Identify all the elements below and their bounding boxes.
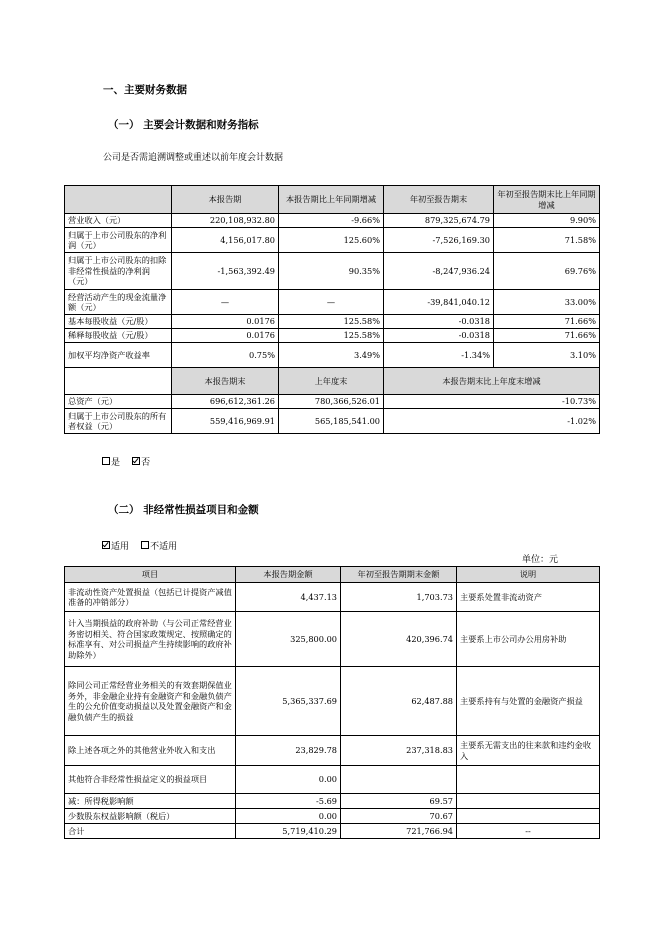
checkbox-unchecked-icon[interactable] xyxy=(141,541,149,549)
cell: 780,366,526.01 xyxy=(279,395,384,409)
cell: 3.49% xyxy=(279,343,384,368)
cell: 125.60% xyxy=(279,228,384,253)
table-row xyxy=(65,736,600,766)
applicability-options xyxy=(102,534,184,553)
row-label: 基本每股收益（元/股） xyxy=(65,315,172,329)
cell: 559,416,969.91 xyxy=(172,409,279,434)
cell: -39,841,040.12 xyxy=(384,290,494,315)
option-applicable-label: 适用 xyxy=(111,541,130,552)
row-label: 除同公司正常经营业务相关的有效套期保值业务外，非金融企业持有金融资产和金融负债产生的公允价值变动损益以及处置金融资产和金融负债产生的损益 xyxy=(65,667,236,736)
cell: — xyxy=(172,290,279,315)
table2-header: 年初至报告期期末金额 xyxy=(341,567,457,583)
cell xyxy=(457,809,600,824)
cell: 5,365,337.69 xyxy=(236,667,341,736)
row-label: 计入当期损益的政府补助（与公司正常经营业务密切相关、符合国家政策规定、按照确定的标准享有、对公司损益产生持续影响的政府补助除外） xyxy=(65,612,236,667)
row-label: 合计 xyxy=(65,824,236,839)
cell xyxy=(341,766,457,794)
non-recurring-items-table xyxy=(64,566,600,839)
table1-header-blank xyxy=(65,186,172,214)
option-not-applicable[interactable] xyxy=(141,539,177,552)
table-row xyxy=(65,583,600,612)
row-label: 总资产（元） xyxy=(65,395,172,409)
cell: -9.66% xyxy=(279,214,384,228)
cell: 4,156,017.80 xyxy=(172,228,279,253)
restatement-question: 公司是否需追溯调整或重述以前年度会计数据 xyxy=(103,153,284,163)
cell: 70.67 xyxy=(341,809,457,824)
option-yes[interactable] xyxy=(102,455,120,468)
checkbox-checked-icon[interactable] xyxy=(102,541,110,549)
table1-header: 年初至报告期末比上年同期增减 xyxy=(494,186,600,214)
cell: 33.00% xyxy=(494,290,600,315)
table-row xyxy=(65,409,600,434)
cell: -1,563,392.49 xyxy=(172,253,279,290)
row-label: 除上述各项之外的其他营业外收入和支出 xyxy=(65,736,236,766)
cell: 4,437.13 xyxy=(236,583,341,612)
table-row xyxy=(65,214,600,228)
cell: -0.0318 xyxy=(384,329,494,343)
restatement-options xyxy=(102,450,157,469)
cell: 3.10% xyxy=(494,343,600,368)
table-row xyxy=(65,253,600,290)
cell xyxy=(457,794,600,809)
cell: 237,318.83 xyxy=(341,736,457,766)
table-row xyxy=(65,343,600,368)
cell: 0.0176 xyxy=(172,329,279,343)
table1-header-row-2 xyxy=(65,368,600,395)
cell xyxy=(457,766,600,794)
table1-header-blank xyxy=(65,368,172,395)
table-row xyxy=(65,290,600,315)
option-applicable[interactable] xyxy=(102,539,129,552)
financial-data-table xyxy=(64,185,600,434)
checkbox-unchecked-icon[interactable] xyxy=(102,457,110,465)
table1-header: 上年度末 xyxy=(279,368,384,395)
table1-header-row xyxy=(65,186,600,214)
cell: 565,185,541.00 xyxy=(279,409,384,434)
table-row xyxy=(65,667,600,736)
table-row-total xyxy=(65,824,600,839)
cell: 主要系持有与处置的金融资产损益 xyxy=(457,667,600,736)
table2-header-row xyxy=(65,567,600,583)
row-label: 少数股东权益影响额（税后） xyxy=(65,809,236,824)
cell: 主要系无需支出的往来款和违约金收入 xyxy=(457,736,600,766)
table1-header: 本报告期末 xyxy=(172,368,279,395)
cell: -- xyxy=(457,824,600,839)
cell: 主要系处置非流动资产 xyxy=(457,583,600,612)
cell: -0.0318 xyxy=(384,315,494,329)
table-row xyxy=(65,612,600,667)
cell: 420,396.74 xyxy=(341,612,457,667)
table-row xyxy=(65,228,600,253)
cell: 71.58% xyxy=(494,228,600,253)
cell: 0.0176 xyxy=(172,315,279,329)
table1-header: 本报告期末比上年度末增减 xyxy=(384,368,600,395)
cell: 325,800.00 xyxy=(236,612,341,667)
row-label: 归属于上市公司股东的所有者权益（元） xyxy=(65,409,172,434)
row-label: 加权平均净资产收益率 xyxy=(65,343,172,368)
row-label: 经营活动产生的现金流量净额（元） xyxy=(65,290,172,315)
section-title: 一、主要财务数据 xyxy=(103,84,187,96)
table-row xyxy=(65,395,600,409)
row-label: 其他符合非经常性损益定义的损益项目 xyxy=(65,766,236,794)
cell: 0.75% xyxy=(172,343,279,368)
cell: -7,526,169.30 xyxy=(384,228,494,253)
cell: -8,247,936.24 xyxy=(384,253,494,290)
cell: -1.02% xyxy=(384,409,600,434)
cell: 69.57 xyxy=(341,794,457,809)
table-row xyxy=(65,329,600,343)
table-row xyxy=(65,315,600,329)
table1-header: 年初至报告期末 xyxy=(384,186,494,214)
cell: 879,325,674.79 xyxy=(384,214,494,228)
option-no-label: 否 xyxy=(141,457,151,468)
cell: 9.90% xyxy=(494,214,600,228)
cell: 1,703.73 xyxy=(341,583,457,612)
cell: 721,766.94 xyxy=(341,824,457,839)
cell: 125.58% xyxy=(279,329,384,343)
cell: 0.00 xyxy=(236,809,341,824)
cell: 0.00 xyxy=(236,766,341,794)
subsection-title-1: （一） 主要会计数据和财务指标 xyxy=(108,119,259,131)
cell: -1.34% xyxy=(384,343,494,368)
option-no[interactable] xyxy=(132,455,150,468)
cell: 23,829.78 xyxy=(236,736,341,766)
cell: 125.58% xyxy=(279,315,384,329)
cell: 62,487.88 xyxy=(341,667,457,736)
cell: 5,719,410.29 xyxy=(236,824,341,839)
cell: 90.35% xyxy=(279,253,384,290)
checkbox-checked-icon[interactable] xyxy=(132,457,140,465)
option-yes-label: 是 xyxy=(111,457,121,468)
table2-header: 项目 xyxy=(65,567,236,583)
table1-header: 本报告期 xyxy=(172,186,279,214)
subsection-title-2: （二） 非经常性损益项目和金额 xyxy=(108,504,259,516)
table-row xyxy=(65,766,600,794)
option-not-applicable-label: 不适用 xyxy=(150,541,178,552)
table-row xyxy=(65,794,600,809)
cell: 71.66% xyxy=(494,315,600,329)
cell: — xyxy=(279,290,384,315)
table2-header: 说明 xyxy=(457,567,600,583)
cell: -10.73% xyxy=(384,395,600,409)
cell: -5.69 xyxy=(236,794,341,809)
row-label: 稀释每股收益（元/股） xyxy=(65,329,172,343)
row-label: 非流动性资产处置损益（包括已计提资产减值准备的冲销部分） xyxy=(65,583,236,612)
cell: 69.76% xyxy=(494,253,600,290)
table1-header: 本报告期比上年同期增减 xyxy=(279,186,384,214)
row-label: 归属于上市公司股东的净利润（元） xyxy=(65,228,172,253)
cell: 696,612,361.26 xyxy=(172,395,279,409)
unit-label: 单位：元 xyxy=(522,555,559,565)
row-label: 营业收入（元） xyxy=(65,214,172,228)
table2-header: 本报告期金额 xyxy=(236,567,341,583)
cell: 220,108,932.80 xyxy=(172,214,279,228)
row-label: 减：所得税影响额 xyxy=(65,794,236,809)
cell: 主要系上市公司办公用房补助 xyxy=(457,612,600,667)
row-label: 归属于上市公司股东的扣除非经常性损益的净利润（元） xyxy=(65,253,172,290)
cell: 71.66% xyxy=(494,329,600,343)
table-row xyxy=(65,809,600,824)
